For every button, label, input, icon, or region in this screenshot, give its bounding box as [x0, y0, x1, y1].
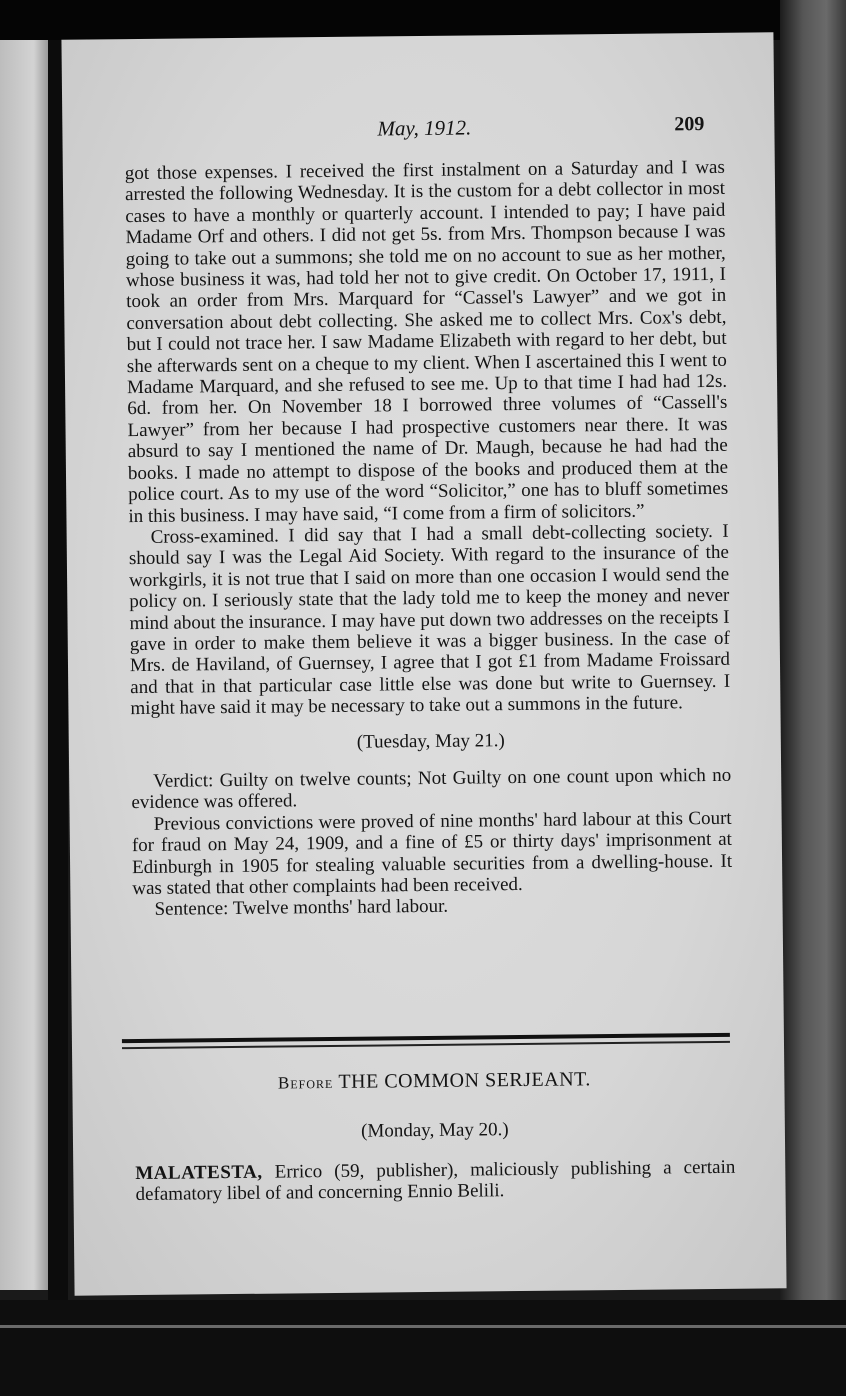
- cross-examination-paragraph: Cross-examined. I did say that I had a small debt-collecting society. I should say I was the Legal Aid Society. With regard to the insurance of the workgirls, it is not true that I said on more than one occasion I would send the policy on. I seriously state that the lady told me to keep the money and never mind about the insurance. I may have put down two addresses on the receipts I gave in order to make them believe it was a bigger business. In the case of Mrs. de Haviland, of Guernsey, I agree that I got £1 from Madame Froissard and that in that particular case little else was done but write to Guernsey. I might have said it may be necessary to take out a summons in the future.: [128, 520, 731, 720]
- case-entry: [135, 1157, 735, 1206]
- running-title: May, 1912.: [377, 115, 472, 141]
- case-description: Errico (59, publisher), maliciously publishing a certain defamatory libel of and concerning Ennio Belili.: [135, 1156, 736, 1206]
- heading-court: THE COMMON SERJEANT.: [338, 1068, 591, 1093]
- book-page: [61, 32, 786, 1295]
- previous-convictions-paragraph: Previous convictions were proved of nine months' hard labour at this Court for fraud on May 24, 1909, and a fine of £5 or thirty days' imprisonment at Edinburgh in 1905 for stealing valuable securities from a dwelling-house. It was stated that other complaints had been received.: [131, 807, 733, 900]
- sentence-paragraph: Sentence: Twelve months' hard labour.: [154, 896, 449, 921]
- bottom-shadow: [0, 1300, 846, 1396]
- page-stack-edge: [780, 0, 846, 1396]
- testimony-paragraph: got those expenses. I received the first instalment on a Saturday and I was arrested the following Wednesday. It is the custom for a debt collector in most cases to have a monthly or quarterly account. I intended to pay; I have paid Madame Orf and others. I did not get 5s. from Mrs. Thompson because I was going to take out a summons; she told me on no account to sue as her mother, whose business it was, had told her not to give credit. On October 17, 1911, I took an order from Mrs. Marquard for “Cassel's Lawyer” and we got in conversation about debt collecting. She asked me to collect Mrs. Cox's debt, but I could not trace her. I saw Madame Elizabeth with regard to her debt, but she afterwards sent on a cheque to my client. When I ascertained this I went to Madame Marquard, and she refused to see me. Up to that time I had had 12s. 6d. from her. On November 18 I borrowed three volumes of “Cassell's Lawyer” from her because I had prospective customers near there. It was absurd to say I mentioned the name of Dr. Maugh, because he had had the books. I made no attempt to dispose of the books and produced them at the police court. As to my use of the word “Solicitor,” one has to bluff sometimes in this business. I may have said, “I come from a firm of solicitors.”: [124, 156, 729, 527]
- bottom-edge-line: [0, 1325, 846, 1328]
- facing-page-edge: [0, 40, 48, 1290]
- page-body: [125, 157, 733, 921]
- case-name: MALATESTA,: [135, 1161, 263, 1185]
- verdict-paragraph: Verdict: Guilty on twelve counts; Not Guilty on one count upon which no evidence was offered.: [131, 764, 732, 814]
- section-heading: [134, 1067, 734, 1096]
- section-divider: [122, 1033, 730, 1053]
- section-date-line: (Monday, May 20.): [360, 1119, 509, 1142]
- page-header: [62, 112, 774, 149]
- page-number: 209: [674, 113, 705, 136]
- date-line: (Tuesday, May 21.): [356, 729, 505, 753]
- heading-before: Before: [277, 1072, 334, 1093]
